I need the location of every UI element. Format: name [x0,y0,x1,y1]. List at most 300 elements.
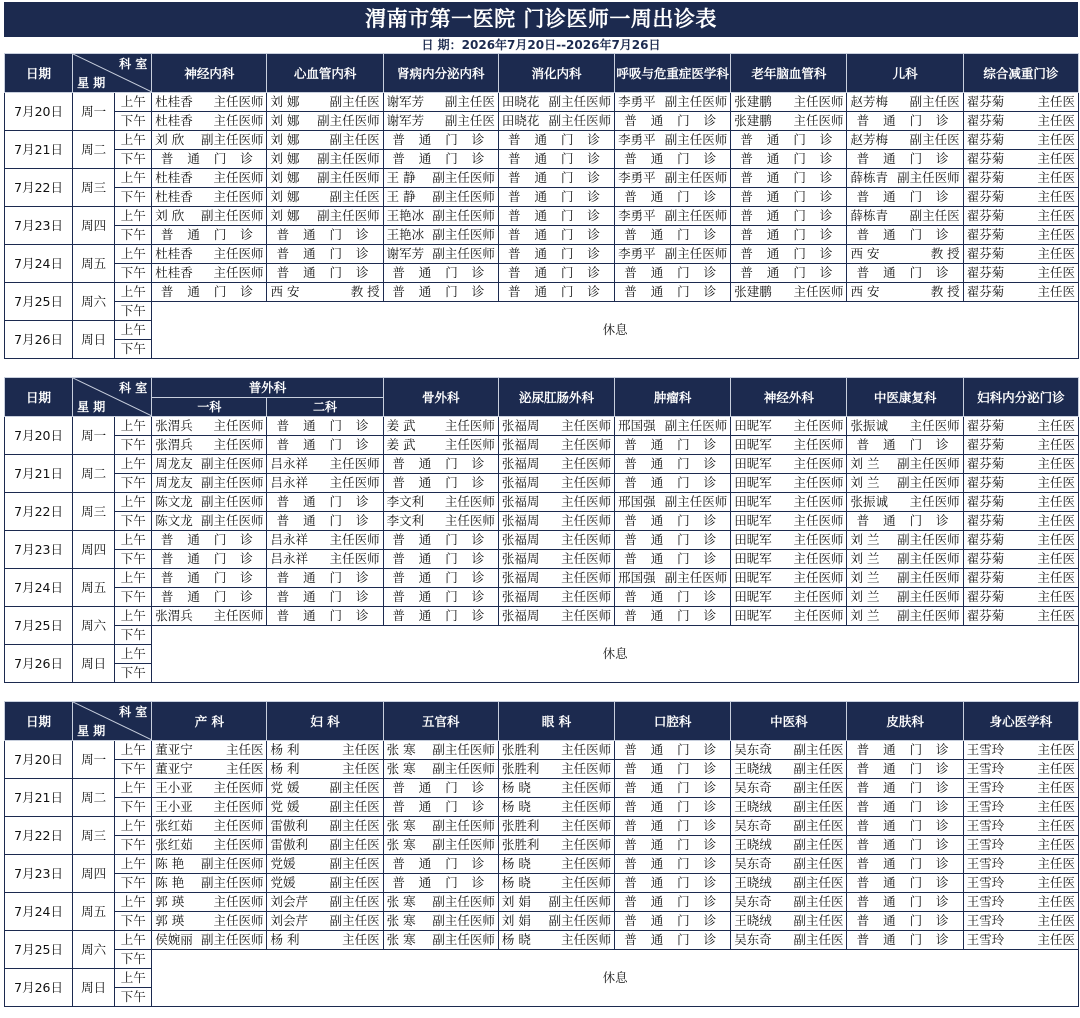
doctor-entry [386,226,496,244]
doctor-entry [966,417,1076,435]
schedule-cell [615,779,731,798]
am-label: 上午 [115,645,152,664]
doctor-entry [733,550,844,568]
doctor-title: 主任医师 [329,532,380,547]
doctor-name: 王雪玲 [966,837,1005,852]
doctor-title: 主任医 [1037,856,1075,871]
schedule-cell [498,874,614,893]
general-clinic: 普 通 门 诊 [392,799,490,814]
doctor-title: 主任医 [1037,475,1075,490]
am-label: 上午 [115,93,152,112]
doctor-title: 副主任医 [329,913,380,928]
doctor-name: 刘 兰 [850,570,880,585]
doctor-entry [386,169,496,187]
doctor-entry [733,93,844,111]
schedule-cell [963,264,1078,283]
date-header: 日期 [5,54,73,93]
schedule-cell [383,150,498,169]
table-row [5,264,1079,283]
doctor-title: 副主任医 [329,780,380,795]
schedule-cell [498,283,614,302]
doctor-title: 副主任医 [329,837,380,852]
doctor-entry [501,779,612,797]
schedule-cell [847,874,963,893]
schedule-cell [847,455,963,474]
doctor-title: 副主任医师 [432,246,495,261]
doctor-name: 张 寒 [386,837,416,852]
general-clinic: 普 通 门 诊 [856,761,954,776]
doctor-name: 田晓花 [501,94,540,109]
general-clinic: 普 通 门 诊 [276,227,374,242]
doctor-entry [733,855,844,873]
doctor-entry [617,417,728,435]
weekday-cell: 周二 [73,131,115,169]
doctor-entry [154,817,264,835]
schedule-cell [963,150,1078,169]
doctor-name: 张红茹 [155,818,193,833]
am-label: 上午 [115,817,152,836]
doctor-name: 王小亚 [155,799,193,814]
general-clinic: 普 通 门 诊 [160,589,258,604]
schedule-cell [963,798,1078,817]
table-body [5,417,1079,683]
doctor-name: 张胜利 [501,837,540,852]
schedule-cell [731,607,847,626]
table-row [5,607,1079,626]
doctor-title: 主任医师 [213,418,264,433]
schedule-cell [847,417,963,436]
schedule-cell [152,874,267,893]
schedule-cell [267,912,383,931]
doctor-title: 主任医 [1037,94,1075,109]
doctor-entry [966,264,1076,282]
doctor-title: 主任医 [1037,913,1075,928]
schedule-cell [267,798,383,817]
doctor-name: 王晓绒 [734,799,772,814]
general-clinic: 普 通 门 诊 [624,284,722,299]
doctor-name: 杜桂香 [155,113,193,128]
doctor-name: 王小亚 [155,780,193,795]
dept-header: 五官科 [383,702,498,741]
schedule-cell [152,245,267,264]
schedule-cell [267,131,383,150]
doctor-entry [154,207,264,225]
schedule-cell [383,741,498,760]
doctor-name: 杨 利 [270,932,300,947]
schedule-cell [731,436,847,455]
schedule-cell [152,169,267,188]
doctor-title: 主任医师 [909,418,960,433]
doctor-name: 王艳冰 [386,208,425,223]
doctor-title: 主任医师 [561,780,612,795]
doctor-name: 王晓绒 [734,875,772,890]
schedule-cell [152,550,267,569]
doctor-entry [501,893,612,911]
table-row [5,436,1079,455]
doctor-title: 副主任医师 [548,94,612,109]
doctor-entry [966,912,1076,930]
doctor-title: 主任医师 [793,532,844,547]
schedule-cell [615,245,731,264]
schedule-cell [498,474,614,493]
schedule-cell [267,226,383,245]
doctor-title: 主任医师 [444,494,495,509]
general-clinic: 普 通 门 诊 [624,475,722,490]
doctor-name: 王晓绒 [734,913,772,928]
doctor-entry [501,512,612,530]
sub-dept-header: 二科 [267,397,383,417]
doctor-title: 副主任医师 [664,94,728,109]
general-clinic: 普 通 门 诊 [624,875,722,890]
doctor-entry [386,836,496,854]
schedule-cell [383,798,498,817]
schedule-cell [847,836,963,855]
doctor-entry [501,93,612,111]
doctor-title: 副主任医师 [317,170,380,185]
doctor-title: 主任医 [1037,894,1075,909]
doctor-entry [386,741,496,759]
schedule-cell [847,588,963,607]
doctor-entry [269,150,380,168]
weekday-cell: 周二 [73,779,115,817]
doctor-name: 赵芳梅 [850,132,888,147]
doctor-name: 王雪玲 [966,875,1005,890]
doctor-name: 郭 瑛 [155,894,185,909]
doctor-title: 主任医 [1037,189,1075,204]
general-clinic: 普 通 门 诊 [160,551,258,566]
general-clinic: 普 通 门 诊 [624,780,722,795]
schedule-cell [963,855,1078,874]
am-label: 上午 [115,493,152,512]
doctor-entry [154,112,264,130]
weekday-cell: 周六 [73,607,115,645]
general-clinic: 普 通 门 诊 [276,513,374,528]
table-row [5,150,1079,169]
pm-label: 下午 [115,988,152,1007]
doctor-name: 张福周 [501,494,540,509]
doctor-name: 翟芬菊 [966,284,1005,299]
pm-label: 下午 [115,760,152,779]
doctor-title: 副主任医师 [432,170,495,185]
general-clinic: 普 通 门 诊 [160,532,258,547]
doctor-title: 教 授 [930,246,960,261]
doctor-entry [154,493,264,511]
schedule-cell [498,417,614,436]
doctor-title: 副主任医 [329,894,380,909]
schedule-cell [615,93,731,112]
doctor-entry [501,798,612,816]
schedule-cell [963,188,1078,207]
doctor-name: 邢国强 [618,570,656,585]
doctor-title: 主任医师 [329,551,380,566]
general-clinic: 普 通 门 诊 [624,551,722,566]
doctor-name: 刘 兰 [850,551,880,566]
date-cell: 7月24日 [5,569,73,607]
doctor-title: 主任医师 [561,818,612,833]
schedule-cell [847,817,963,836]
doctor-title: 主任医 [1037,151,1075,166]
schedule-cell [383,855,498,874]
doctor-title: 主任医 [1037,608,1075,623]
doctor-title: 副主任医师 [897,456,960,471]
weekday-cell: 周六 [73,283,115,321]
table-row [5,207,1079,226]
schedule-cell [963,436,1078,455]
weekday-cell: 周一 [73,741,115,779]
general-clinic: 普 通 门 诊 [624,589,722,604]
doctor-title: 副主任医师 [664,418,728,433]
doctor-entry [733,531,844,549]
schedule-cell [847,493,963,512]
schedule-cell [498,760,614,779]
doctor-name: 李勇平 [618,132,656,147]
schedule-cell [847,112,963,131]
doctor-title: 主任医师 [561,475,612,490]
schedule-cell [731,588,847,607]
doctor-title: 主任医师 [793,284,844,299]
schedule-cell [498,436,614,455]
doctor-entry [849,607,960,625]
doctor-title: 副主任医 [329,132,380,147]
schedule-cell [731,855,847,874]
schedule-cell [498,798,614,817]
schedule-cell [152,283,267,302]
table-row [5,550,1079,569]
doctor-title: 副主任医师 [548,913,612,928]
doctor-name: 雷傲利 [270,837,308,852]
dept-header: 消化内科 [498,54,614,93]
doctor-title: 副主任医师 [897,170,960,185]
doctor-entry [501,436,612,454]
doctor-title: 主任医师 [793,437,844,452]
schedule-cell [383,569,498,588]
schedule-cell [731,474,847,493]
doctor-title: 主任医师 [444,513,495,528]
schedule-cell [615,226,731,245]
schedule-cell [963,893,1078,912]
schedule-cell [152,436,267,455]
doctor-name: 张福周 [501,532,540,547]
date-range: 日 期：2026年7月20日--2026年7月26日 [421,38,661,52]
schedule-cell [498,455,614,474]
doctor-entry [733,112,844,130]
table-row [5,512,1079,531]
doctor-name: 张渭兵 [155,437,193,452]
schedule-cell [731,741,847,760]
general-clinic: 普 通 门 诊 [276,418,374,433]
schedule-cell [383,493,498,512]
schedule-cell [963,607,1078,626]
doctor-title: 主任医师 [213,894,264,909]
am-label: 上午 [115,283,152,302]
schedule-cell [383,207,498,226]
schedule-cell [615,512,731,531]
schedule-cell [615,893,731,912]
doctor-title: 主任医师 [213,189,264,204]
schedule-cell [152,931,267,950]
general-clinic: 普 通 门 诊 [276,265,374,280]
doctor-title: 主任医师 [793,551,844,566]
doctor-entry [733,836,844,854]
general-clinic: 普 通 门 诊 [392,456,490,471]
header-row [5,54,1079,93]
doctor-title: 主任医 [342,761,380,776]
doctor-title: 主任医 [1037,170,1075,185]
doctor-entry [849,283,960,301]
doctor-name: 翟芬菊 [966,151,1005,166]
weekday-cell: 周五 [73,569,115,607]
doctor-title: 副主任医 [793,875,844,890]
date-cell: 7月23日 [5,531,73,569]
doctor-entry [966,131,1076,149]
doctor-name: 党媛 [270,856,296,871]
doctor-title: 副主任医师 [432,761,495,776]
doctor-name: 杜桂香 [155,265,193,280]
schedule-cell [152,455,267,474]
weekday-cell: 周三 [73,493,115,531]
general-clinic: 普 通 门 诊 [392,132,490,147]
doctor-entry [154,607,264,625]
schedule-cell [267,512,383,531]
doctor-name: 王雪玲 [966,856,1005,871]
dept-header: 眼 科 [498,702,614,741]
doctor-name: 张渭兵 [155,418,193,433]
doctor-name: 翟芬菊 [966,513,1005,528]
doctor-name: 陈 艳 [155,856,185,871]
doctor-entry [154,855,264,873]
general-clinic: 普 通 门 诊 [160,227,258,242]
doctor-entry [849,245,960,263]
doctor-entry [269,912,380,930]
weekday-cell: 周六 [73,931,115,969]
doctor-title: 主任医师 [793,494,844,509]
weekday-cell: 周一 [73,93,115,131]
doctor-title: 副主任医师 [664,570,728,585]
schedule-cell [383,912,498,931]
doctor-name: 党 媛 [270,780,300,795]
date-cell: 7月25日 [5,607,73,645]
doctor-entry [269,283,380,301]
doctor-entry [966,779,1076,797]
schedule-cell [963,779,1078,798]
doctor-title: 副主任医 [793,894,844,909]
doctor-entry [733,436,844,454]
schedule-cell [152,150,267,169]
general-clinic: 普 通 门 诊 [160,284,258,299]
doctor-title: 主任医师 [561,608,612,623]
doctor-title: 主任医师 [793,513,844,528]
doctor-entry [733,874,844,892]
doctor-entry [386,207,496,225]
doctor-entry [966,588,1076,606]
doctor-name: 张渭兵 [155,608,193,623]
general-clinic: 普 通 门 诊 [856,113,954,128]
pm-label: 下午 [115,798,152,817]
doctor-entry [966,245,1076,263]
rest-cell: 休息 [152,950,1079,1007]
schedule-cell [615,417,731,436]
doctor-title: 副主任医师 [897,475,960,490]
am-label: 上午 [115,855,152,874]
doctor-name: 王艳冰 [386,227,425,242]
doctor-entry [501,855,612,873]
doctor-entry [733,817,844,835]
doctor-name: 张建鹏 [734,113,772,128]
date-cell: 7月26日 [5,969,73,1007]
schedule-cell [152,188,267,207]
doctor-name: 张 寒 [386,761,416,776]
general-clinic: 普 通 门 诊 [856,189,954,204]
doctor-name: 翟芬菊 [966,265,1005,280]
doctor-name: 周龙友 [155,456,193,471]
schedule-cell [383,417,498,436]
general-clinic: 普 通 门 诊 [856,875,954,890]
am-label: 上午 [115,779,152,798]
doctor-entry [386,245,496,263]
doctor-entry [501,912,612,930]
doctor-name: 张福周 [501,589,540,604]
doctor-name: 郭 瑛 [155,913,185,928]
general-clinic: 普 通 门 诊 [740,227,838,242]
doctor-name: 刘 兰 [850,475,880,490]
doctor-entry [733,455,844,473]
schedule-cell [847,931,963,950]
schedule-cell [731,531,847,550]
general-clinic: 普 通 门 诊 [624,189,722,204]
table-header [5,54,1079,93]
doctor-title: 主任医师 [561,589,612,604]
doctor-name: 吴东奇 [734,856,772,871]
doctor-name: 张 寒 [386,932,416,947]
date-cell: 7月26日 [5,321,73,359]
general-clinic: 普 通 门 诊 [856,437,954,452]
doctor-name: 翟芬菊 [966,589,1005,604]
schedule-cell [731,569,847,588]
schedule-cell [498,531,614,550]
schedule-cell [615,188,731,207]
table-row [5,131,1079,150]
general-clinic: 普 通 门 诊 [276,608,374,623]
doctor-title: 主任医 [1037,494,1075,509]
pm-label: 下午 [115,912,152,931]
weekday-cell: 周日 [73,969,115,1007]
doctor-entry [849,207,960,225]
doctor-entry [849,493,960,511]
schedule-cell [963,455,1078,474]
doctor-entry [966,512,1076,530]
schedule-cell [847,760,963,779]
schedule-cell [963,207,1078,226]
dept-corner-label: 科 室 [119,381,148,395]
schedule-cell [847,741,963,760]
doctor-name: 杜桂香 [155,189,193,204]
schedule-cell [267,436,383,455]
general-clinic: 普 通 门 诊 [392,856,490,871]
doctor-title: 副主任医 [909,208,960,223]
doctor-name: 李勇平 [618,208,656,223]
doctor-entry [501,836,612,854]
week-corner-label: 星 期 [77,400,106,414]
doctor-entry [849,93,960,111]
schedule-cell [731,779,847,798]
header-row [5,702,1079,741]
doctor-name: 王雪玲 [966,932,1005,947]
general-clinic: 普 通 门 诊 [392,551,490,566]
general-clinic: 普 通 门 诊 [624,513,722,528]
doctor-name: 董亚宁 [155,742,193,757]
doctor-entry [733,893,844,911]
doctor-name: 田晓花 [501,113,540,128]
